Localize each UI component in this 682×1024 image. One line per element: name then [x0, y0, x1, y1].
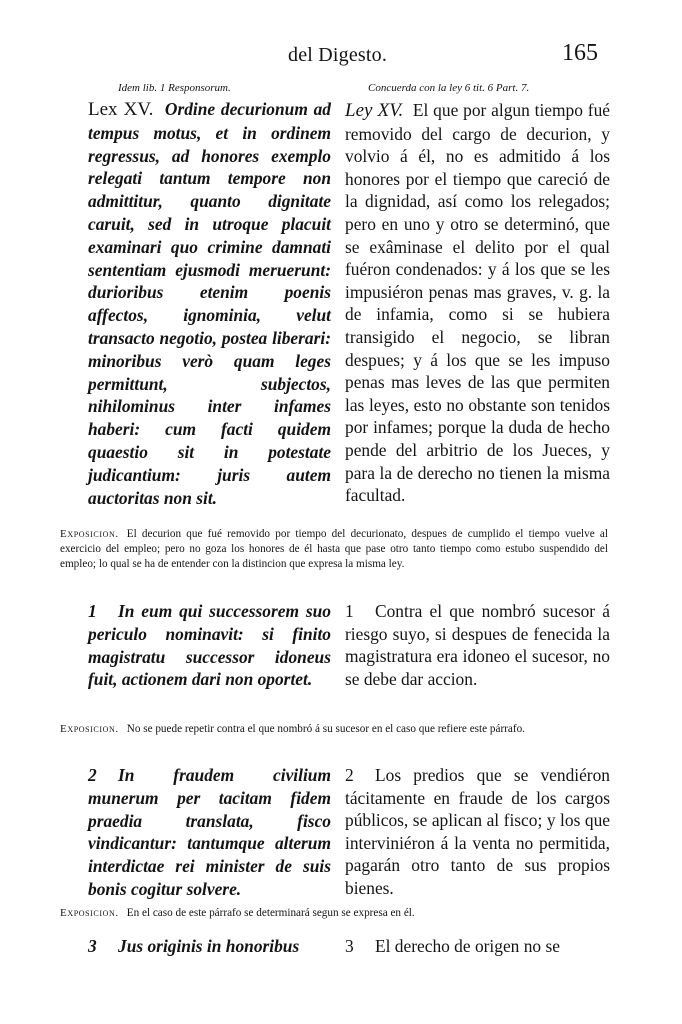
latin-paragraph — [88, 600, 331, 691]
latin-body: Jus originis in honoribus — [118, 936, 300, 956]
exposition-law-15 — [60, 527, 608, 572]
exposition-text: El decurion que fué removido por tiempo del decurionato, despues de cumplido el tiempo vuelve al exercicio del empleo; pero no goza los honores de él hasta que pase otro tanto tiempo como estubo suspendido del empleo; lo qual se ha de entender con la distincion que expresa la misma ley. — [60, 528, 608, 570]
exposition-text: No se puede repetir contra el que nombró á su sucesor en el caso que refiere este párrafo. — [126, 723, 525, 735]
page-header — [0, 40, 682, 74]
latin-paragraph — [88, 764, 331, 901]
spanish-paragraph — [345, 600, 610, 690]
section-number: 3 — [345, 936, 354, 956]
spanish-section-1 — [345, 600, 610, 690]
exposition-label: Exposicion. — [60, 907, 119, 919]
latin-body: Ordine decurionum ad tempus motus, et in ordinem regressus, ad honores exemplo relegati tantum tempore non admittitur, quanto dignitate caruit, sed in utroque placuit examinari quo crimine damnati sententiam ejusmodi meruerunt: durioribus etenim poenis affectos, ignominia, velut transacto negotio, postea liberari: minoribus verò quam leges permittunt, subjectos, nihilominus inter infames haberi: cum facti quidem quaestio sit in potestate judicantium: juris autem auctoritas non sit. — [88, 99, 331, 508]
exposition-label: Exposicion. — [60, 723, 119, 735]
spanish-body: Contra el que nombró sucesor á riesgo suyo, si despues de fenecida la magistratura era idoneo el sucesor, no se debe dar accion. — [345, 601, 610, 689]
left-caption: Idem lib. 1 Responsorum. — [118, 82, 231, 94]
exposition-section-2 — [60, 906, 608, 921]
latin-law-15 — [88, 98, 331, 509]
spanish-law-15 — [345, 99, 610, 507]
spanish-body: El que por algun tiempo fué removido del cargo de decurion, y volvio á él, no es admitido á los honores por el tiempo que careció de la dignidad, así como los relegados; pero en uno y otro se determinó, que se exâminase el delito por el qual fuéron condenados: y á los que se les impusiéron penas mas graves, v. g. la de infamia, como si se hubiera transigido el negocio, se libran despues; y á los que se les impuso penas mas leves de las que permiten las leyes, esto no obstante son tenidos por infames; porque la duda de hecho pende del arbitrio de los Jueces, y para la de derecho no tienen la misma facultad. — [345, 100, 610, 506]
spanish-section-3 — [345, 935, 610, 958]
spanish-paragraph — [345, 99, 610, 507]
exposition-text: En el caso de este párrafo se determinará segun se expresa en él. — [126, 907, 415, 919]
section-number: 2 — [88, 765, 97, 785]
law-heading: Lex XV. — [88, 99, 154, 120]
spanish-paragraph — [345, 935, 610, 958]
latin-section-2 — [88, 764, 331, 901]
latin-section-1 — [88, 600, 331, 691]
latin-section-3 — [88, 935, 331, 958]
section-number: 1 — [88, 601, 97, 621]
latin-body: In fraudem civilium munerum per tacitam fidem praedia translata, fisco vindicantur: tantumque alterum interdictae rei minister de suis bonis cogitur solvere. — [88, 765, 331, 899]
section-number: 1 — [345, 601, 354, 621]
latin-body: In eum qui successorem suo periculo nominavit: si finito magistratu successor idoneus fuit, actionem dari non oportet. — [88, 601, 331, 690]
spanish-body: Los predios que se vendiéron tácitamente en fraude de los cargos públicos, se aplican al fisco; y los que interviniéron á la venta no permitida, pagarán otro tanto de sus propios bienes. — [345, 765, 610, 898]
spanish-section-2 — [345, 764, 610, 900]
section-number: 3 — [88, 936, 97, 956]
spanish-paragraph — [345, 764, 610, 900]
exposition-label: Exposicion. — [60, 528, 119, 540]
running-title: del Digesto. — [288, 44, 388, 66]
latin-paragraph — [88, 98, 331, 509]
spanish-body: El derecho de origen no se — [375, 936, 560, 956]
latin-paragraph — [88, 935, 331, 958]
right-caption: Concuerda con la ley 6 tit. 6 Part. 7. — [368, 82, 530, 94]
ley-heading: Ley XV. — [345, 100, 404, 121]
page-number: 165 — [562, 40, 598, 66]
section-number: 2 — [345, 765, 354, 785]
exposition-section-1 — [60, 722, 608, 737]
